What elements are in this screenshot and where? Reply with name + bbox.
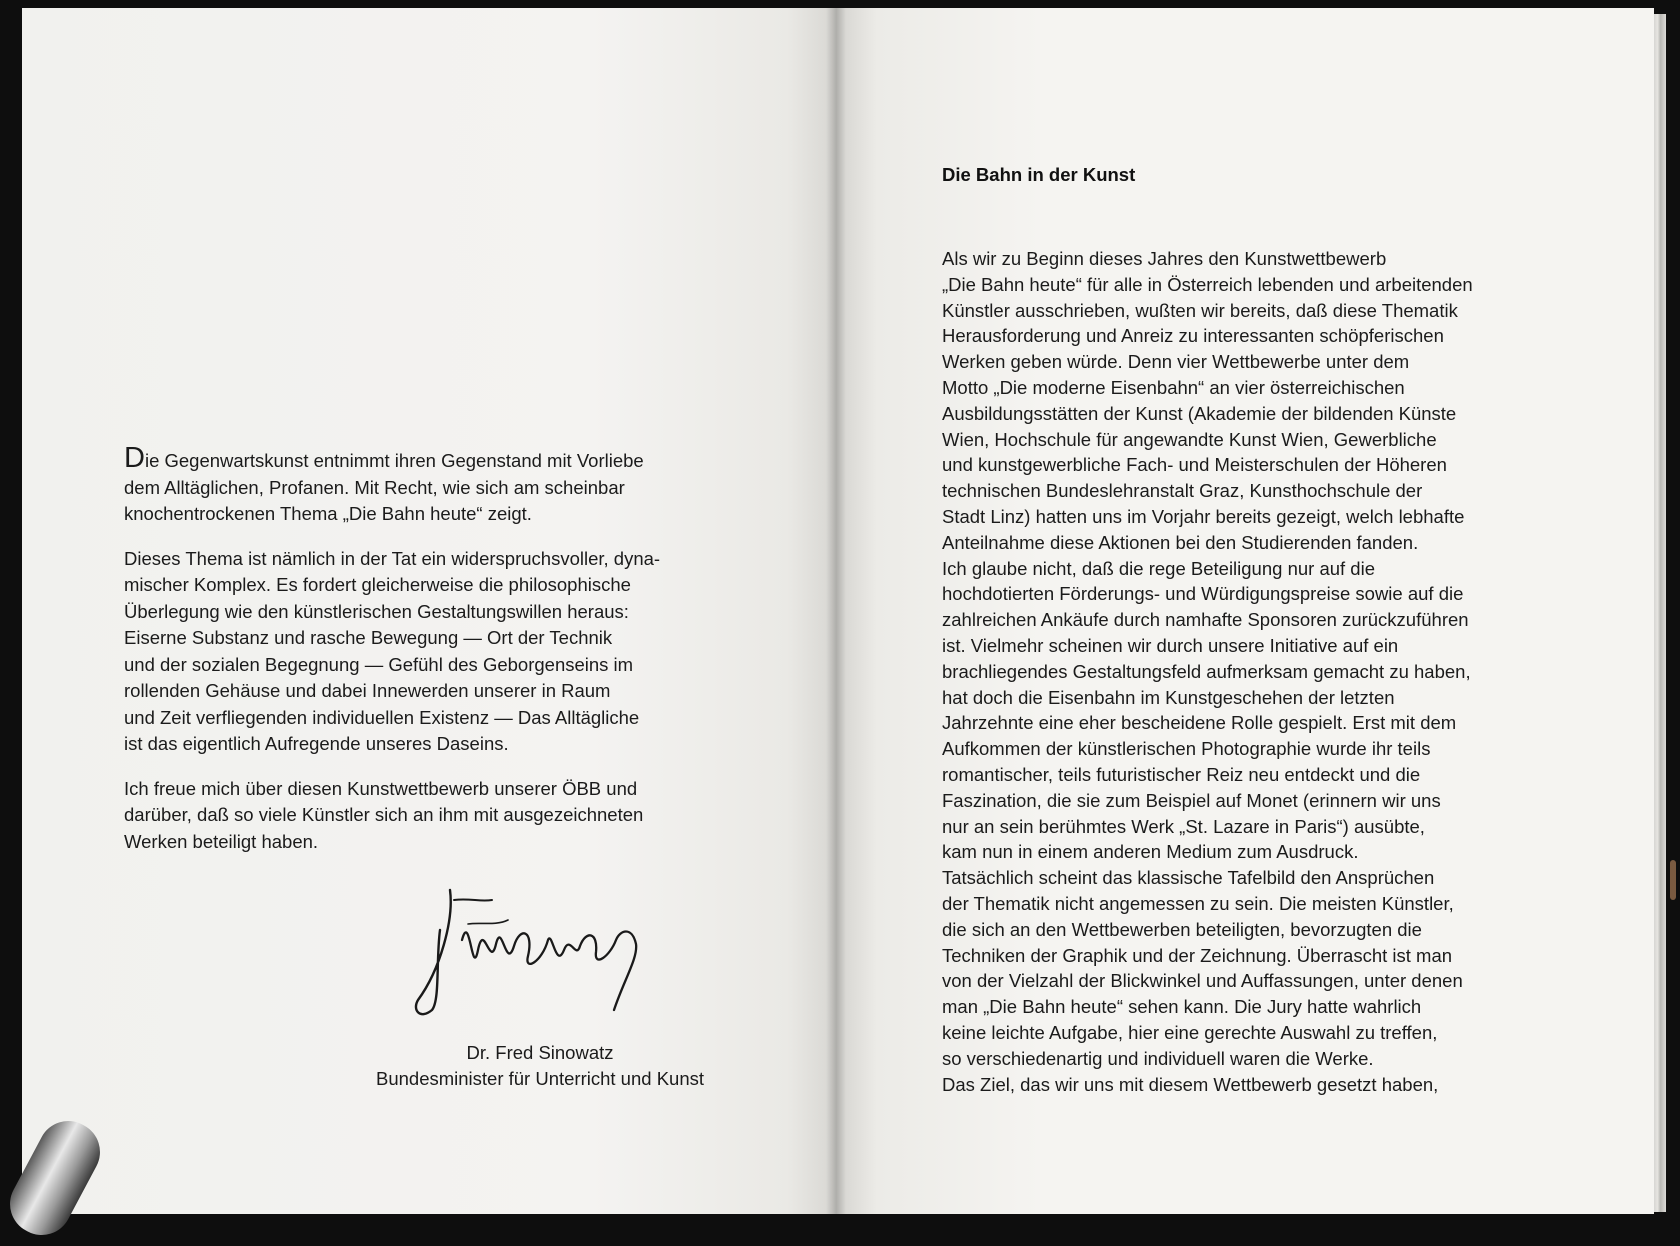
- text-line: mischer Komplex. Es fordert gleicherweise die philosophische: [124, 574, 631, 595]
- text-line: Wien, Hochschule für angewandte Kunst Wien, Gewerbliche: [942, 428, 1437, 450]
- text-line: Anteilnahme diese Aktionen bei den Studierenden fanden.: [942, 531, 1419, 553]
- text-line: Das Ziel, das wir uns mit diesem Wettbewerb gesetzt haben,: [942, 1073, 1439, 1095]
- section-heading: Die Bahn in der Kunst: [942, 164, 1136, 185]
- text-line: technischen Bundeslehranstalt Graz, Kunsthochschule der: [942, 480, 1423, 502]
- text-line: und kunstgewerbliche Fach- und Meisterschulen der Höheren: [942, 454, 1447, 476]
- text-line: Motto „Die moderne Eisenbahn“ an vier österreichischen: [942, 376, 1405, 398]
- text-line: knochentrockenen Thema „Die Bahn heute“ zeigt.: [124, 503, 532, 524]
- handwritten-signature: [410, 860, 670, 1030]
- page-edges: [1652, 14, 1666, 1212]
- text-line: von der Vielzahl der Blickwinkel und Auffassungen, unter denen: [942, 970, 1463, 992]
- text-line: hochdotierten Förderungs- und Würdigungspreise sowie auf die: [942, 583, 1464, 605]
- text-line: Werken geben würde. Denn vier Wettbewerbe unter dem: [942, 351, 1410, 373]
- text-line: zahlreichen Ankäufe durch namhafte Sponsoren zurückzuführen: [942, 609, 1469, 631]
- text-line: kam nun in einem anderen Medium zum Ausdruck.: [942, 841, 1359, 863]
- text-line: Stadt Linz) hatten uns im Vorjahr bereits gezeigt, welch lebhafte: [942, 505, 1465, 527]
- text-line: man „Die Bahn heute“ sehen kann. Die Jury hatte wahrlich: [942, 996, 1422, 1018]
- text-line: Dieses Thema ist nämlich in der Tat ein widerspruchsvoller, dyna-: [124, 547, 661, 569]
- text-line: Künstler ausschrieben, wußten wir bereits, daß diese Thematik: [942, 299, 1458, 321]
- text-line: hat doch die Eisenbahn im Kunstgeschehen der letzten: [942, 686, 1395, 708]
- text-line: Ausbildungsstätten der Kunst (Akademie der bildenden Künste: [942, 402, 1457, 424]
- text-line: rollenden Gehäuse und dabei Innewerden unserer in Raum: [124, 680, 611, 701]
- text-line: „Die Bahn heute“ für alle in Österreich lebenden und arbeitenden: [942, 273, 1473, 295]
- text-line: Eiserne Substanz und rasche Bewegung — Ort der Technik: [124, 627, 613, 648]
- right-page-text: [942, 246, 1562, 1097]
- text-line: dem Alltäglichen, Profanen. Mit Recht, wie sich am scheinbar: [124, 476, 625, 498]
- text-line: die sich an den Wettbewerben beteiligten, bevorzugten die: [942, 918, 1422, 940]
- text-line: darüber, daß so viele Künstler sich an ihm mit ausgezeichneten: [124, 804, 644, 825]
- signatory-title: Bundesminister für Unterricht und Kunst: [375, 1068, 704, 1089]
- text-line: Techniken der Graphik und der Zeichnung. Überrascht ist man: [942, 944, 1453, 966]
- text-line: Jahrzehnte eine eher bescheidene Rolle gespielt. Erst mit dem: [942, 712, 1457, 734]
- text-line: Werken beteiligt haben.: [124, 830, 319, 852]
- paragraph-theme: [124, 546, 764, 758]
- text-line: so verschiedenartig und individuell waren die Werke.: [942, 1047, 1374, 1069]
- signatory-block: [330, 1040, 750, 1092]
- right-page-content: [836, 0, 1654, 1219]
- paragraph-intro: [124, 442, 764, 528]
- text-line: Als wir zu Beginn dieses Jahres den Kunstwettbewerb: [942, 248, 1387, 269]
- text-line: ist. Vielmehr scheinen wir durch unsere Initiative auf ein: [942, 634, 1399, 656]
- text-line: Aufkommen der künstlerischen Photographie wurde ihr teils: [942, 738, 1431, 760]
- paragraph-closing: [124, 776, 764, 856]
- page-edge-mark: [1670, 860, 1676, 900]
- text-line: Überlegung wie den künstlerischen Gestaltungswillen heraus:: [124, 600, 629, 622]
- text-line: Tatsächlich scheint das klassische Tafelbild den Ansprüchen: [942, 867, 1435, 889]
- text-line: Herausforderung und Anreiz zu interessanten schöpferischen: [942, 325, 1444, 347]
- text-line: und Zeit verfliegenden individuellen Existenz — Das Alltägliche: [124, 706, 640, 728]
- text-line: der Thematik nicht angemessen zu sein. Die meisten Künstler,: [942, 892, 1454, 914]
- dropcap-letter: D: [124, 442, 145, 474]
- left-page-text: [124, 442, 764, 873]
- text-line: brachliegendes Gestaltungsfeld aufmerksam gemacht zu haben,: [942, 660, 1471, 682]
- text-line: romantischer, teils futuristischer Reiz neu entdeckt und die: [942, 763, 1421, 785]
- text-line: und der sozialen Begegnung — Gefühl des Geborgenseins im: [124, 653, 634, 675]
- signatory-name: Dr. Fred Sinowatz: [466, 1042, 614, 1063]
- text-line: Faszination, die sie zum Beispiel auf Monet (erinnern wir uns: [942, 789, 1441, 811]
- text-line: nur an sein berühmtes Werk „St. Lazare in Paris“) ausübte,: [942, 815, 1425, 837]
- text-line: keine leichte Aufgabe, hier eine gerechte Auswahl zu treffen,: [942, 1021, 1438, 1043]
- text-line: ie Gegenwartskunst entnimmt ihren Gegenstand mit Vorliebe: [144, 450, 644, 471]
- text-line: Ich glaube nicht, daß die rege Beteiligung nur auf die: [942, 557, 1375, 579]
- text-line: ist das eigentlich Aufregende unseres Daseins.: [124, 733, 509, 754]
- text-line: Ich freue mich über diesen Kunstwettbewerb unserer ÖBB und: [124, 777, 638, 799]
